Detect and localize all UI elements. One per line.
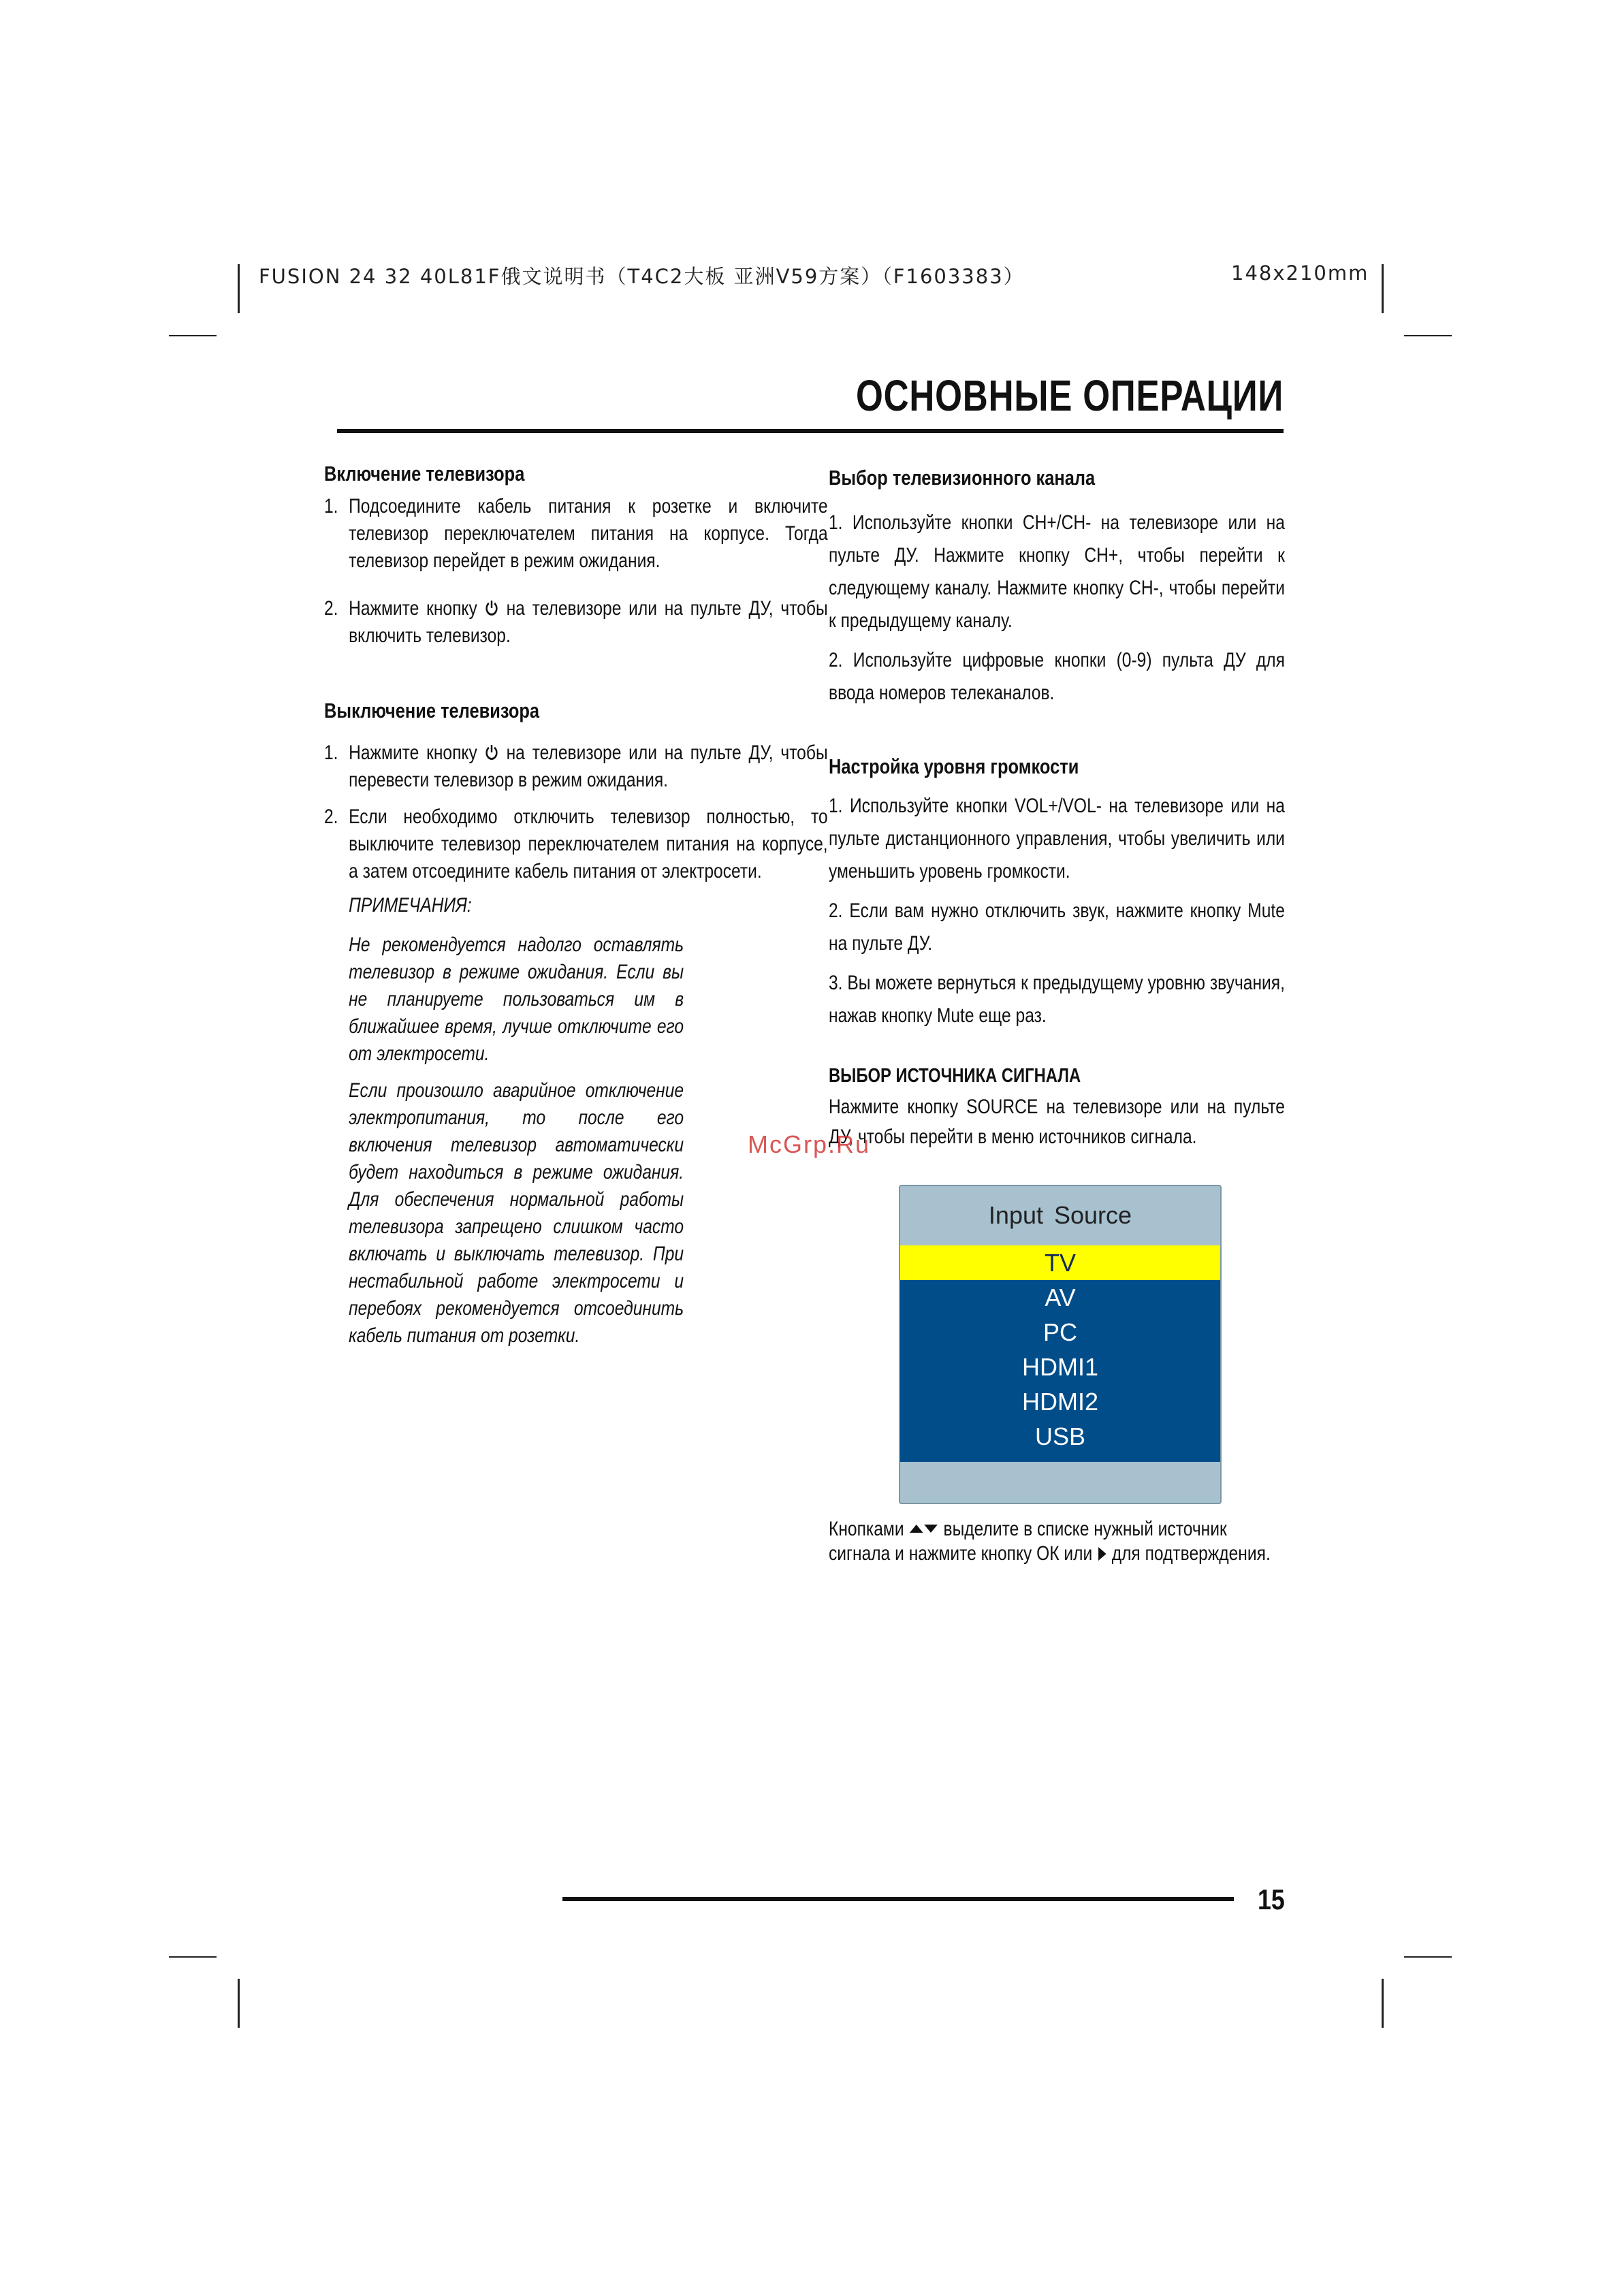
list-item <box>324 595 828 650</box>
title-underline <box>337 429 1284 433</box>
crop-mark <box>238 1979 240 2028</box>
right-arrow-icon <box>1097 1546 1107 1562</box>
volume-paragraph: 2. Если вам нужно отключить звук, нажмите кнопку Mute на пульте ДУ. <box>829 899 1285 955</box>
osd-item-hdmi1[interactable]: HDMI1 <box>1021 1353 1098 1381</box>
document-id: FUSION 24 32 40L81F俄文说明书（T4C2大板 亚洲V59方案）（F1603383） <box>259 265 1025 288</box>
list-item <box>324 493 828 575</box>
item-number: 2. <box>324 806 338 828</box>
text-part: Нажмите кнопку <box>349 742 477 764</box>
left-column <box>324 460 828 1350</box>
note-paragraph: Не рекомендуется надолго оставлять телевизор в режиме ожидания. Если вы не планируете пользоваться им в ближайшее время, лучше отключите его от электросети. <box>349 934 684 1065</box>
channel-paragraph: 1. Используйте кнопки CH+/CH- на телевизоре или на пульте ДУ. Нажмите кнопку CH+, чтобы перейти к следующему каналу. Нажмите кнопку CH-, чтобы перейти к предыдущему каналу. <box>829 511 1285 632</box>
item-text <box>349 739 828 794</box>
osd-item-hdmi2[interactable]: HDMI2 <box>1021 1388 1098 1416</box>
item-number: 1. <box>324 742 338 764</box>
list-item <box>324 739 828 794</box>
text-part: Кнопками <box>829 1518 904 1540</box>
item-text: Если необходимо отключить телевизор полностью, то выключите телевизор переключателем питания на корпусе, а затем отсоедините кабель питания от электросети. <box>349 806 828 882</box>
power-icon <box>485 744 499 761</box>
osd-item-tv[interactable]: TV <box>900 1245 1220 1280</box>
notes-heading: ПРИМЕЧАНИЯ: <box>349 894 472 917</box>
item-text <box>349 595 828 650</box>
osd-item-av[interactable]: AV <box>1045 1284 1076 1311</box>
volume-paragraph: 3. Вы можете вернуться к предыдущему уровню звучания, нажав кнопку Mute еще раз. <box>829 972 1285 1027</box>
text-part: выделите в списке нужный источник сигнала и нажмите кнопку ОК или <box>829 1518 1227 1565</box>
item-text: Подсоедините кабель питания к розетке и включите телевизор переключателем питания на корпусе. Тогда телевизор перейдет в режим ожидания. <box>349 495 828 572</box>
crop-mark <box>1382 264 1384 313</box>
osd-title: Input Source <box>988 1201 1132 1229</box>
source-paragraph: Нажмите кнопку SOURCE на телевизоре или на пульте ДУ, чтобы перейти в меню источников сигнала. <box>829 1096 1285 1148</box>
watermark: McGrp.Ru <box>748 1130 871 1158</box>
page-title: ОСНОВНЫЕ ОПЕРАЦИИ <box>855 371 1284 420</box>
channel-heading: Выбор телевизионного канала <box>829 466 1096 490</box>
power-on-heading: Включение телевизора <box>324 462 525 485</box>
source-heading: ВЫБОР ИСТОЧНИКА СИГНАЛА <box>829 1065 1081 1087</box>
note-paragraph: Если произошло аварийное отключение электропитания, то после его включения телевизор автоматически будет находиться в режиме ожидания. Для обеспечения нормальной работы телевизора запрещено слишком часто включать и выключать телевизор. При нестабильной работе электросети и перебоях рекомендуется отсоединить кабель питания от розетки. <box>349 1079 684 1347</box>
up-down-arrows-icon <box>908 1522 938 1535</box>
right-column <box>829 464 1285 1152</box>
power-icon <box>485 599 499 617</box>
channel-paragraph: 2. Используйте цифровые кнопки (0-9) пульта ДУ для ввода номеров телеканалов. <box>829 649 1285 704</box>
crop-mark <box>1404 335 1452 336</box>
volume-heading: Настройка уровня громкости <box>829 754 1079 778</box>
osd-item-usb[interactable]: USB <box>1034 1422 1086 1450</box>
crop-mark <box>238 264 240 313</box>
text-part: на телевизоре или на пульте ДУ, чтобы включить телевизор. <box>349 597 828 647</box>
text-part: на телевизоре или на пульте ДУ, чтобы перевести телевизор в режим ожидания. <box>349 742 828 791</box>
text-part: Нажмите кнопку <box>349 597 477 620</box>
page-number: 15 <box>1258 1883 1285 1915</box>
crop-mark <box>169 335 217 336</box>
source-instructions <box>829 1517 1285 1566</box>
osd-item-pc[interactable]: PC <box>1042 1318 1077 1346</box>
footer-rule <box>562 1897 1234 1901</box>
crop-mark <box>1404 1956 1452 1958</box>
input-source-menu <box>899 1185 1222 1504</box>
text-part: для подтверждения. <box>1111 1542 1271 1565</box>
osd-source-list <box>900 1245 1220 1462</box>
volume-paragraph: 1. Используйте кнопки VOL+/VOL- на телевизоре или на пульте дистанционного управления, чтобы увеличить или уменьшить уровень громкости. <box>829 795 1285 882</box>
power-off-heading: Выключение телевизора <box>324 699 540 722</box>
item-number: 2. <box>324 597 338 620</box>
crop-mark <box>1382 1979 1384 2028</box>
page-size-label: 148x210mm <box>1231 261 1369 285</box>
list-item <box>324 803 828 885</box>
item-number: 1. <box>324 495 338 517</box>
crop-mark <box>169 1956 217 1958</box>
